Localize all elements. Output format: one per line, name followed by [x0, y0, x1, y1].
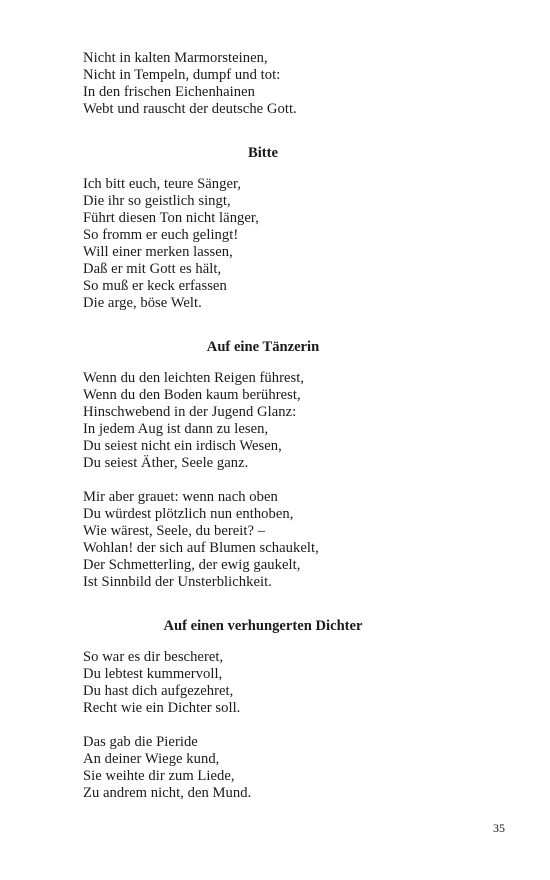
- poem: [83, 145, 443, 312]
- verse-line: Die ihr so geistlich singt,: [83, 193, 231, 209]
- verse-line: Das gab die Pieride: [83, 734, 198, 750]
- verse-line: Du seiest Äther, Seele ganz.: [83, 455, 249, 471]
- poem: [83, 618, 443, 802]
- verse-line: Nicht in kalten Marmorsteinen,: [83, 50, 268, 66]
- verse-line: Die arge, böse Welt.: [83, 295, 202, 311]
- verse-line: Ist Sinnbild der Unsterblichkeit.: [83, 574, 272, 590]
- verse-line: Ich bitt euch, teure Sänger,: [83, 176, 242, 192]
- verse-line: Nicht in Tempeln, dumpf und tot:: [83, 67, 281, 83]
- stanza: [83, 370, 443, 472]
- verse-line: Daß er mit Gott es hält,: [83, 261, 222, 277]
- verse-line: Du lebtest kummervoll,: [83, 666, 223, 682]
- verse-line: Will einer merken lassen,: [83, 244, 233, 260]
- poem-fragment: [83, 50, 443, 118]
- verse-line: Der Schmetterling, der ewig gaukelt,: [83, 557, 301, 573]
- stanza: [83, 176, 443, 312]
- verse-line: Zu andrem nicht, den Mund.: [83, 785, 252, 801]
- verse-line: In den frischen Eichenhainen: [83, 84, 255, 100]
- verse-line: Wohlan! der sich auf Blumen schaukelt,: [83, 540, 319, 556]
- verse-line: Recht wie ein Dichter soll.: [83, 700, 241, 716]
- stanza: [83, 734, 443, 802]
- poem: [83, 339, 443, 591]
- poem-page: [83, 50, 443, 802]
- verse-line: Du würdest plötzlich nun enthoben,: [83, 506, 294, 522]
- verse-line: Webt und rauscht der deutsche Gott.: [83, 101, 297, 117]
- verse-line: Hinschwebend in der Jugend Glanz:: [83, 404, 297, 420]
- verse-line: Mir aber grauet: wenn nach oben: [83, 489, 278, 505]
- verse-line: So fromm er euch gelingt!: [83, 227, 239, 243]
- stanza: [83, 489, 443, 591]
- verse-line: Führt diesen Ton nicht länger,: [83, 210, 259, 226]
- verse-line: In jedem Aug ist dann zu lesen,: [83, 421, 269, 437]
- page-number: 35: [493, 821, 505, 835]
- stanza: [83, 50, 443, 118]
- verse-line: Wie wärest, Seele, du bereit? –: [83, 523, 266, 539]
- verse-line: Wenn du den Boden kaum berührest,: [83, 387, 301, 403]
- verse-line: Sie weihte dir zum Liede,: [83, 768, 235, 784]
- poem-title: Bitte: [248, 145, 278, 161]
- verse-line: Du seiest nicht ein irdisch Wesen,: [83, 438, 282, 454]
- verse-line: An deiner Wiege kund,: [83, 751, 220, 767]
- verse-line: So war es dir bescheret,: [83, 649, 224, 665]
- verse-line: Wenn du den leichten Reigen führest,: [83, 370, 305, 386]
- verse-line: So muß er keck erfassen: [83, 278, 227, 294]
- stanza: [83, 649, 443, 717]
- verse-line: Du hast dich aufgezehret,: [83, 683, 234, 699]
- poem-title: Auf einen verhungerten Dichter: [163, 618, 363, 634]
- poem-title: Auf eine Tänzerin: [206, 339, 320, 355]
